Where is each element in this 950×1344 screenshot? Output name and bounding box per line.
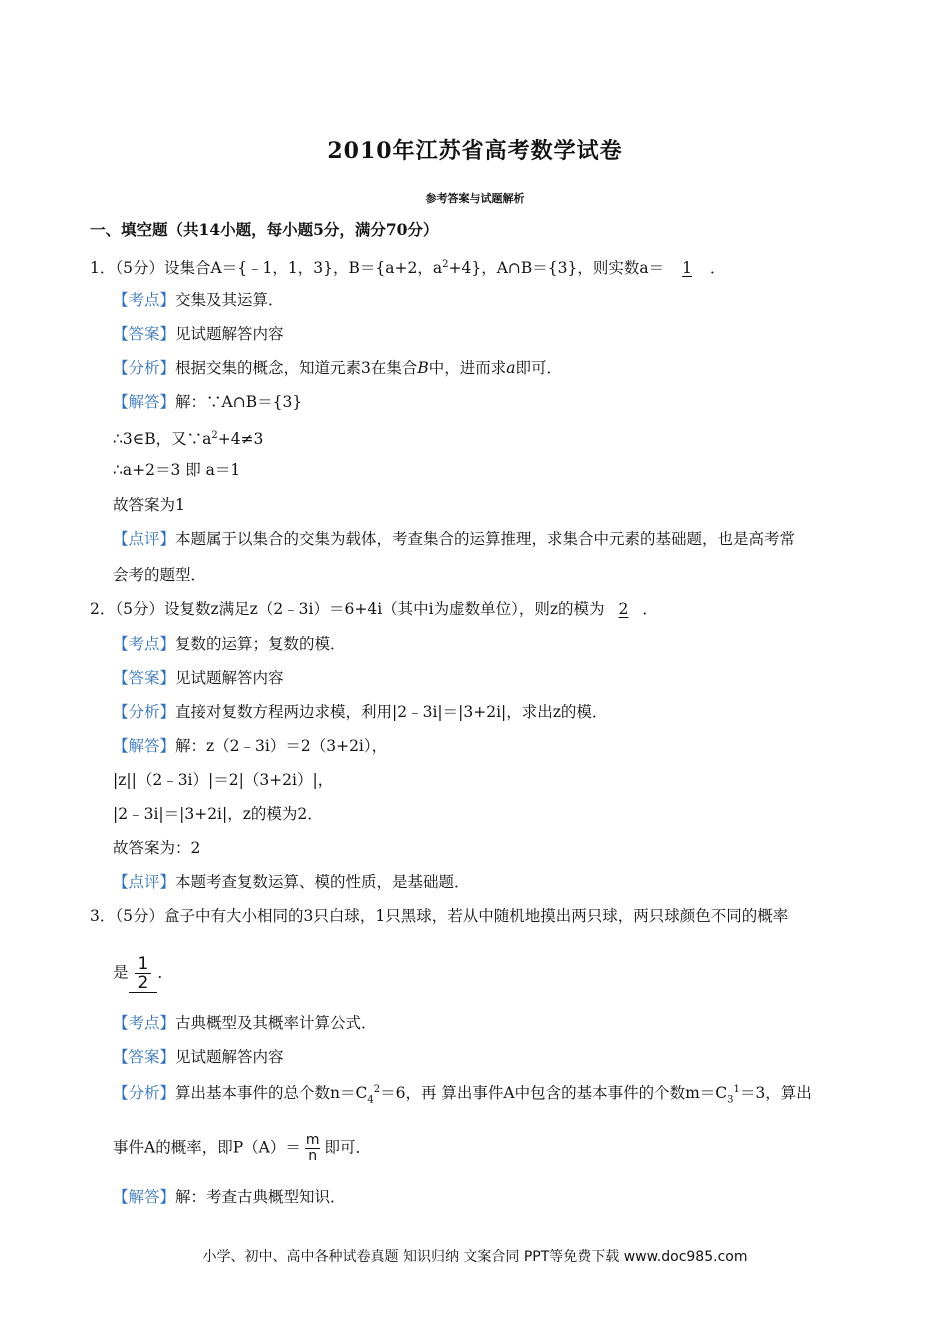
q1-fenxi: 【分析】根据交集的概念，知道元素3在集合B中，进而求a即可． <box>113 359 563 377</box>
q1-step-1: ∴3∈B，又$\because a^2+4\ne 3$ <box>113 430 264 449</box>
answer-blank: 2 <box>618 600 629 618</box>
daan-tag: 【答案】 <box>113 325 176 343</box>
answer-blank: 1 <box>682 259 692 278</box>
q2-step-3: 故答案为：2 <box>113 839 201 857</box>
q1-step-3: 故答案为1 <box>113 496 185 514</box>
q2-daan: 【答案】见试题解答内容 <box>113 669 284 687</box>
fenxi-tag: 【分析】 <box>113 703 176 721</box>
question-3-stem: 3．（5分）盒子中有大小相同的3只白球，1只黑球，若从中随机地摸出两只球，两只球颜色不同的概率 <box>90 907 789 925</box>
page-title: 2010年江苏省高考数学试卷 <box>327 138 623 164</box>
page-subtitle: 参考答案与试题解析 <box>425 192 525 205</box>
q3-jieda: 【解答】解：考查古典概型知识． <box>113 1188 346 1206</box>
question-number: 3． <box>90 907 116 925</box>
question-2-stem: 2．（5分）设复数z满足z（2﹣3i）＝6+4i（其中i为虚数单位），则z的模为2． <box>90 600 658 618</box>
probability-fraction: $\frac{m}{n}$ <box>305 1132 320 1164</box>
q3-fenxi: 【分析】算出基本事件的总个数$n=C_4^2=6$，再 算出事件A中包含的基本事件的个数$m=C_3^1=3$，算出 <box>113 1084 812 1106</box>
q1-jieda: 【解答】解：∵A∩B＝{3} <box>113 393 303 411</box>
question-number: 1． <box>90 259 116 278</box>
q2-dianping: 【点评】本题考查复数运算、模的性质，是基础题． <box>113 873 470 891</box>
page-footer: 小学、初中、高中各种试卷真题 知识归纳 文案合同 PPT等免费下载 www.doc985.com <box>202 1249 748 1265</box>
question-1-stem: 1．（5分）设集合A＝{﹣1，1，3}，B＝{a+2，$a^2+4$}，A∩B＝{3}，则实数a＝1． <box>90 259 726 278</box>
jieda-tag: 【解答】 <box>113 1188 176 1206</box>
section-heading: 一、填空题（共14小题，每小题5分，满分70分） <box>90 220 439 239</box>
q3-kaodian: 【考点】古典概型及其概率计算公式． <box>113 1014 377 1032</box>
q2-jieda: 【解答】解：z（2﹣3i）＝2（3+2i）， <box>113 737 388 755</box>
q3-daan: 【答案】见试题解答内容 <box>113 1048 284 1066</box>
q1-step-2: ∴a+2＝3 即 a＝1 <box>113 461 241 479</box>
jieda-tag: 【解答】 <box>113 393 176 411</box>
answer-blank <box>129 955 158 993</box>
q3-fenxi-cont: 事件A的概率，即P（A）＝ $\frac{m}{n}$ 即可． <box>113 1132 371 1164</box>
question-3-stem-cont: 是 $\frac{1}{2}$ ． <box>113 954 173 993</box>
dianping-tag: 【点评】 <box>113 530 176 548</box>
q2-kaodian: 【考点】复数的运算；复数的模． <box>113 635 346 653</box>
q1-dianping: 【点评】本题属于以集合的交集为载体，考查集合的运算推理，求集合中元素的基础题，也是高考常 <box>113 530 796 548</box>
kaodian-tag: 【考点】 <box>113 635 176 653</box>
fenxi-tag: 【分析】 <box>113 359 176 377</box>
jieda-tag: 【解答】 <box>113 737 176 755</box>
kaodian-tag: 【考点】 <box>113 291 176 309</box>
fenxi-tag: 【分析】 <box>113 1084 176 1103</box>
q1-dianping-cont: 会考的题型． <box>113 566 207 584</box>
q2-step-2: |2﹣3i|＝|3+2i|，z的模为2． <box>113 805 323 823</box>
dianping-tag: 【点评】 <box>113 873 176 891</box>
q2-step-1: |z||（2﹣3i）|＝2|（3+2i）|， <box>113 771 334 789</box>
kaodian-tag: 【考点】 <box>113 1014 176 1032</box>
answer-fraction: $\frac{1}{2}$ <box>135 955 152 992</box>
q1-daan: 【答案】见试题解答内容 <box>113 325 284 343</box>
q1-kaodian: 【考点】交集及其运算． <box>113 291 284 309</box>
daan-tag: 【答案】 <box>113 1048 176 1066</box>
question-number: 2． <box>90 600 116 618</box>
daan-tag: 【答案】 <box>113 669 176 687</box>
q2-fenxi: 【分析】直接对复数方程两边求模，利用|2﹣3i|＝|3+2i|，求出z的模． <box>113 703 608 721</box>
